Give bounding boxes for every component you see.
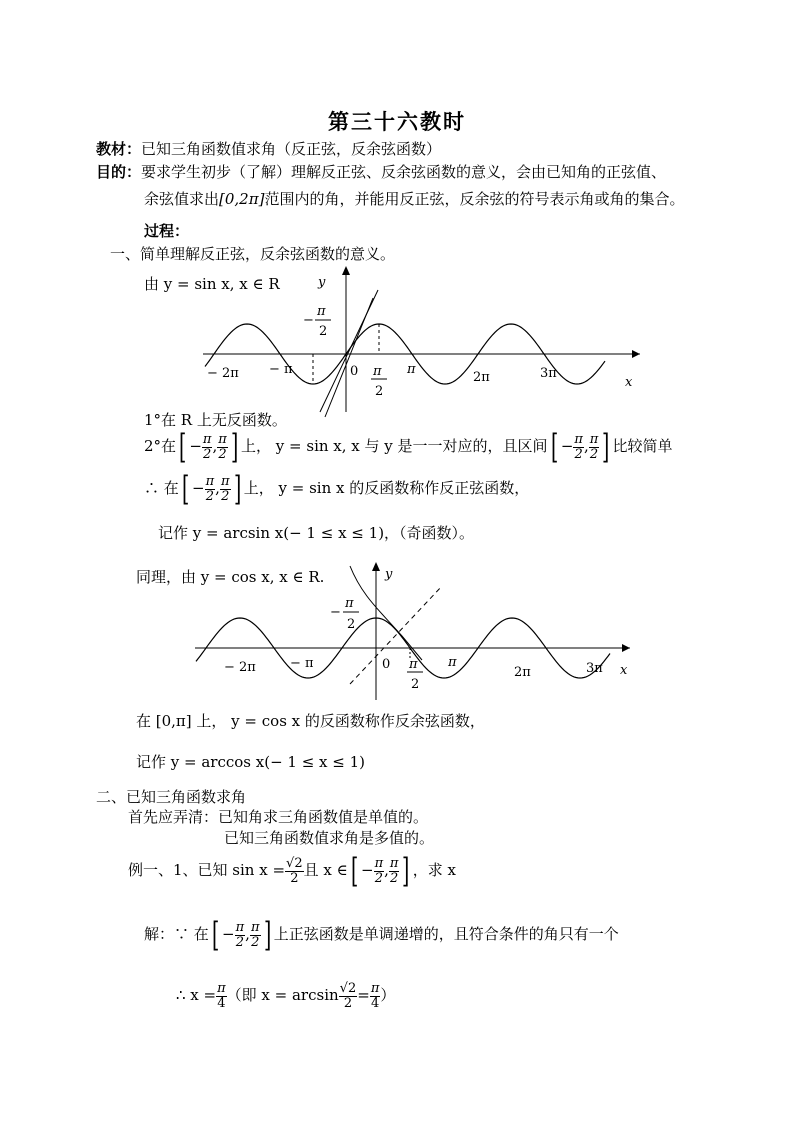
answer-line: ∴ x = $\frac{\pi}{4}$ （即 x = arcsin $\frac{√2}{2}$ = $\frac{\pi}{4}$ ） [176,981,396,1011]
goal-label: 目的： [96,163,142,181]
sine-tangent-2 [325,298,373,417]
cosine-symmetry-line [350,586,442,684]
sine-x-arrow [632,350,640,358]
svg-text:2: 2 [411,677,420,692]
svg-text:2: 2 [347,617,356,632]
sine-y-label: y [318,275,326,290]
cosine-y-arrow [372,562,380,571]
goal-text-2-pre: 余弦值求出 [144,190,220,208]
cosine-graph [190,556,640,704]
point-1: 1°在 R 上无反函数。 [144,411,287,429]
cosine-y-label: y [385,567,393,582]
page-title: 第三十六教时 [328,109,466,134]
sin-domain-text: 由 y = sin x, x ∈ R [144,275,280,293]
solution-line: 解：∵ 在[ − $\frac{\pi}{2}$ , $\frac{\pi}{2}$ ] 上正弦函数是单调递增的，且符合条件的角只有一个 [144,915,619,955]
svg-text:− 2π: − 2π [224,660,256,675]
sine-tick-neg2pi: − 2π [207,366,239,381]
example-1: 例一、1、已知 sin x = $\frac{√2}{2}$ 且 x ∈[ − $\frac{\pi}{2}$ , $\frac{\pi}{2}$ ] ，求 x [128,851,456,891]
svg-text:π: π [448,655,457,670]
point-3: ∴ 在[ − $\frac{\pi}{2}$ , $\frac{\pi}{2}$ ] 上， y = sin x 的反函数称作反正弦函数， [144,469,530,509]
svg-text:3π: 3π [586,661,603,676]
cosine-x-label: x [620,663,628,678]
svg-text:π: π [409,657,418,672]
sine-origin: 0 [350,364,359,379]
goal-text-2-post: 范围内的角，并能用反正弦，反余弦的符号表示角或角的集合。 [264,190,685,208]
point-2: 2°在[ − $\frac{\pi}{2}$ , $\frac{\pi}{2}$ ] 上， y = sin x, x 与 y 是一一对应的，且区间[ − $\frac{\pi}{2}$ , $\frac{\pi}{2}$ ] 比较简单 [144,427,673,467]
arccos-note: 记作 y = arccos x(− 1 ≤ x ≤ 1) [136,753,366,771]
material-line [96,138,441,159]
svg-text:π: π [345,596,354,611]
goal-line-2 [144,188,684,209]
sine-top-pi: π [317,304,326,319]
sine-tick-3pi: 3π [540,366,557,381]
svg-text:2π: 2π [514,665,531,680]
section-2-heading: 二、已知三角函数求角 [96,788,247,806]
sine-top-two: 2 [319,324,328,339]
goal-text-1: 要求学生初步（了解）理解反正弦、反余弦函数的意义，会由已知角的正弦值、 [141,163,667,181]
goal-interval: [0,2π] [219,190,265,208]
cosine-origin: 0 [382,657,391,672]
sine-half-pi-num: π [373,364,382,379]
sine-y-arrow [342,266,350,275]
clarify-2: 已知三角函数值求角是多值的。 [224,829,435,847]
sine-graph [195,262,650,422]
section-1-heading: 一、简单理解反正弦，反余弦函数的意义。 [110,245,396,263]
svg-text:− π: − π [290,656,314,671]
sine-tick-pi: π [407,362,416,377]
process-label: 过程： [144,222,190,240]
sine-x-label: x [625,375,633,390]
clarify-1: 首先应弄清：已知角求三角函数值是单值的。 [128,808,429,826]
cosine-x-arrow [622,644,630,652]
sine-tick-negpi: − π [269,362,293,377]
arcsin-note: 记作 y = arcsin x(− 1 ≤ x ≤ 1)，（奇函数）。 [158,524,475,542]
cos-domain-text: 同理，由 y = cos x, x ∈ R. [136,568,325,586]
material-text: 已知三角函数值求角（反正弦，反余弦函数） [141,140,442,158]
goal-line-1 [96,161,666,182]
material-label: 教材： [96,140,142,158]
svg-text:−: − [330,605,341,620]
sine-neg-prefix: − [303,313,314,328]
sine-tick-2pi: 2π [473,370,490,385]
sine-half-pi-den: 2 [375,384,384,399]
arccos-definition: 在 [0,π] 上， y = cos x 的反函数称作反余弦函数， [136,712,485,730]
